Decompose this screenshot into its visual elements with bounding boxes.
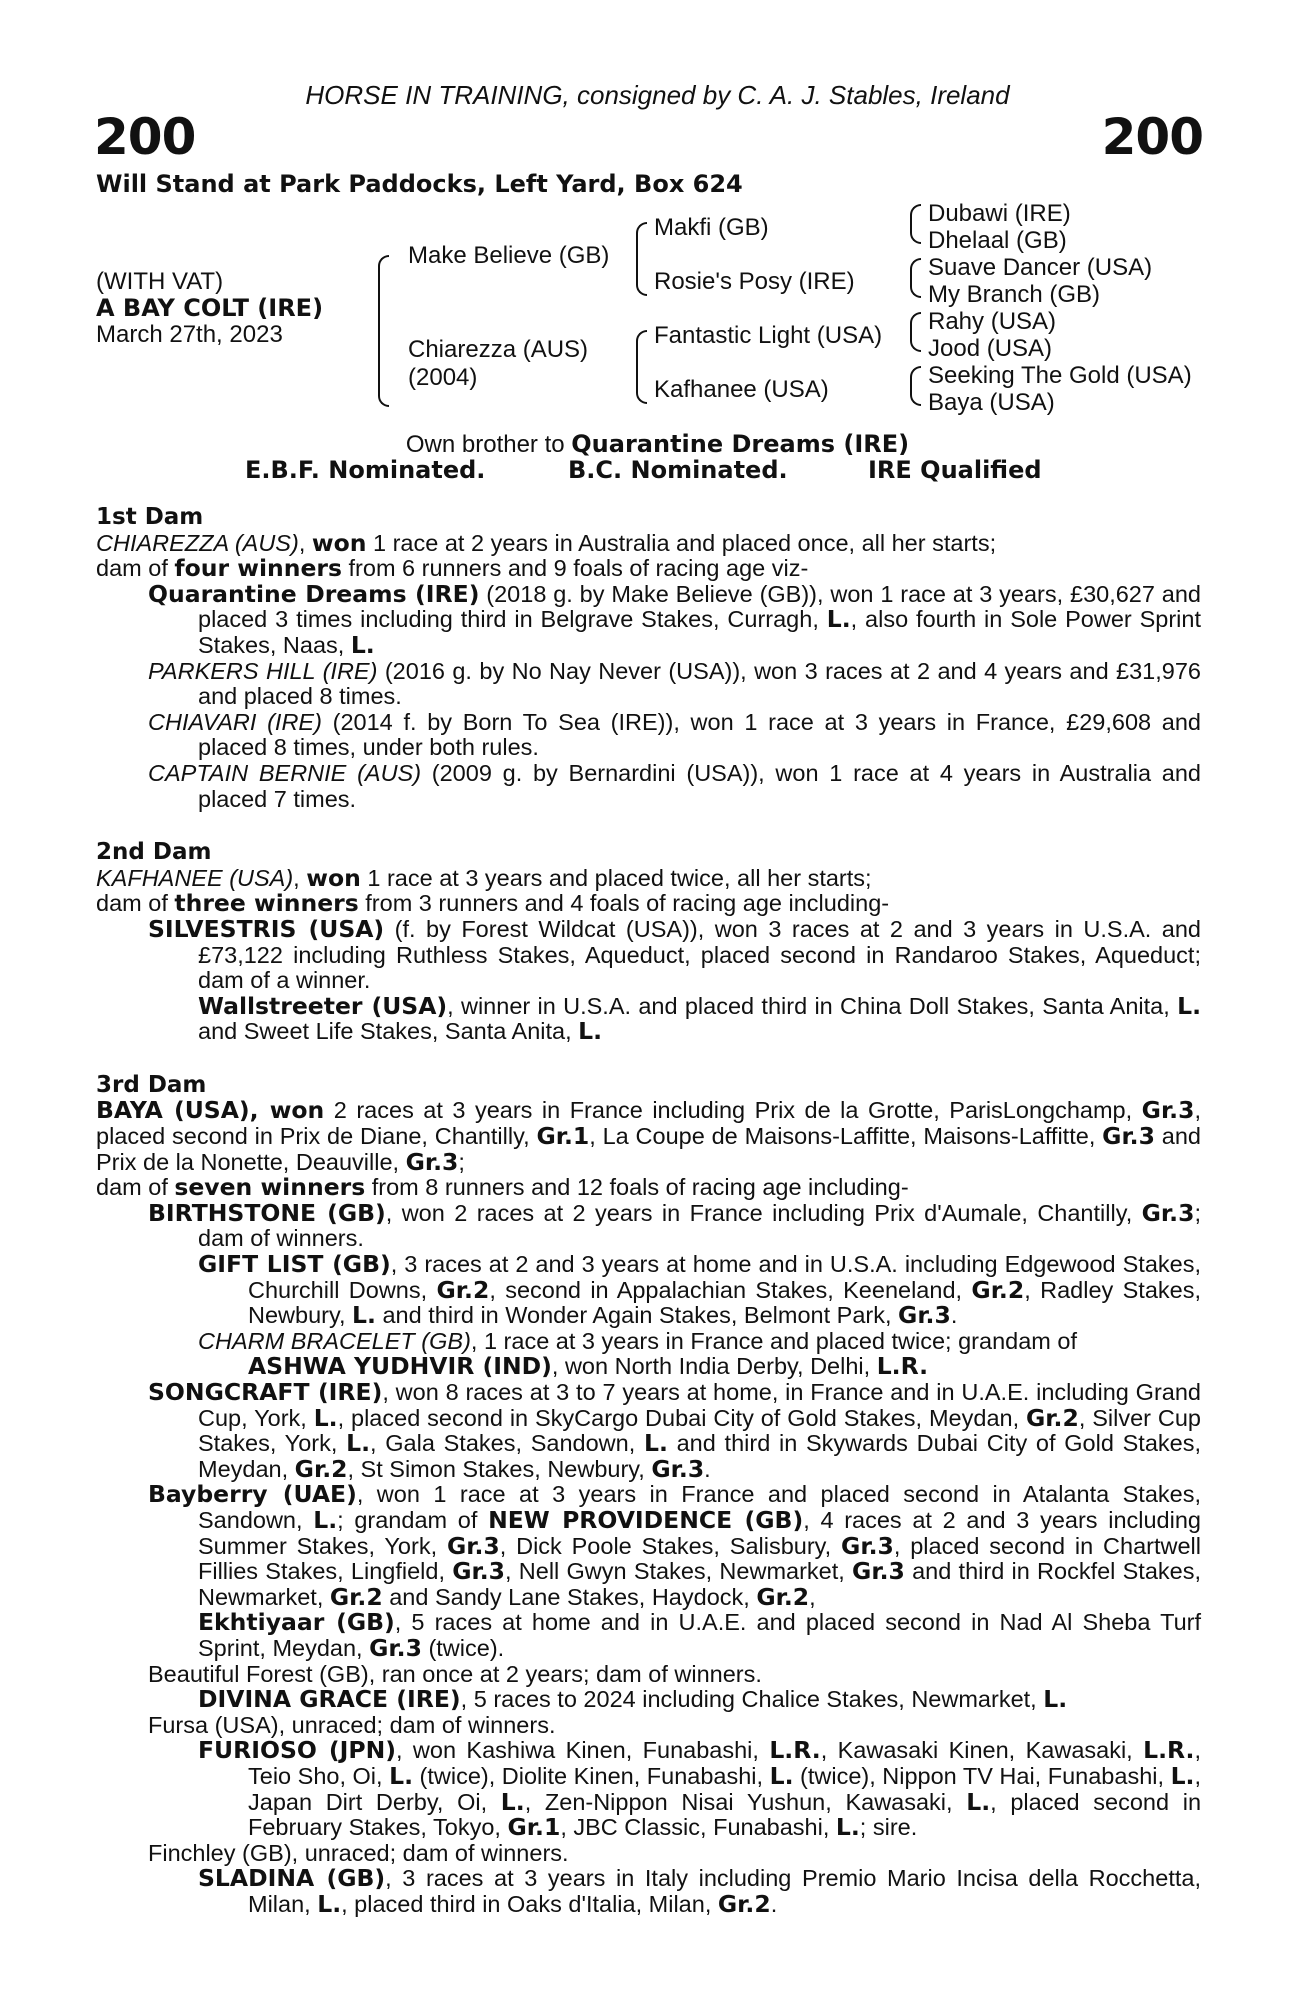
g-brace-2	[910, 258, 921, 298]
pedigree-dam-sire: Fantastic Light (USA)	[654, 322, 883, 349]
progeny-entry: Bayberry (UAE), won 1 race at 3 years in France and placed second in Atalanta Stakes, Sandown, L.; grandam of NEW PROVIDENCE (GB), 4 races at 2 and 3 years including Summer Stakes, York, Gr.3, Dick Poole Stakes, Salisbury, Gr.3, placed second in Chartwell Fillies Stakes, Lingfield, Gr.3, Nell Gwyn Stakes, Newmarket, Gr.3 and third in Rockfel Stakes, Newmarket, Gr.2 and Sandy Lane Stakes, Haydock, Gr.2,	[148, 1480, 1201, 1611]
third-dam-summary: BAYA (USA), won 2 races at 3 years in France including Prix de la Grotte, ParisLongchamp, Gr.3, placed second in Prix de Diane, Chantilly, Gr.1, La Coupe de Maisons-Laffitte, Maisons-Laffitte, Gr.3 and Prix de la Nonette, Deauville, Gr.3;	[96, 1096, 1201, 1176]
progeny-entry: Ekhtiyaar (GB), 5 races at home and in U.A.E. and placed second in Nad Al Sheba Turf Sprint, Meydan, Gr.3 (twice).	[198, 1608, 1201, 1662]
first-dam-heading: 1st Dam	[96, 504, 204, 530]
second-dam-produce: dam of three winners from 3 runners and 4 foals of racing age including-	[96, 889, 890, 918]
first-dam-produce: dam of four winners from 6 runners and 9 foals of racing age viz-	[96, 554, 809, 583]
g-brace-1	[910, 204, 921, 244]
sire-parents-brace	[636, 222, 647, 296]
pedigree-g1: Dubawi (IRE)	[928, 200, 1071, 227]
pedigree-dam: Chiarezza (AUS)	[408, 336, 589, 363]
bc-nomination: B.C. Nominated.	[568, 456, 788, 484]
horse-name: A BAY COLT (IRE)	[96, 294, 324, 322]
pedigree-g2: Dhelaal (GB)	[928, 227, 1067, 254]
own-brother-line: Own brother to Quarantine Dreams (IRE)	[405, 430, 910, 458]
third-dam-heading: 3rd Dam	[96, 1071, 207, 1098]
dam-parents-brace	[636, 330, 647, 404]
progeny-entry: Wallstreeter (USA), winner in U.S.A. and placed third in China Doll Stakes, Santa Anita, L. and Sweet Life Stakes, Santa Anita, L.	[198, 991, 1201, 1046]
progeny-entry: ASHWA YUDHVIR (IND), won North India Derby, Delhi, L.R.	[248, 1352, 929, 1381]
pedigree-dam-year: (2004)	[408, 364, 478, 391]
ire-qualified: IRE Qualified	[868, 456, 1042, 484]
second-dam-heading: 2nd Dam	[96, 839, 212, 866]
own-brother-name: Quarantine Dreams (IRE)	[571, 430, 910, 458]
progeny-entry: SONGCRAFT (IRE), won 8 races at 3 to 7 years at home, in France and in U.A.E. including Grand Cup, York, L., placed second in SkyCargo Dubai City of Gold Stakes, Meydan, Gr.2, Silver Cup Stakes, York, L., Gala Stakes, Sandown, L. and third in Skywards Dubai City of Gold Stakes, Meydan, Gr.2, St Simon Stakes, Newbury, Gr.3.	[148, 1378, 1201, 1483]
progeny-entry: CHIAVARI (IRE) (2014 f. by Born To Sea (IRE)), won 1 race at 3 years in France, £29,608 and placed 8 times, under both rules.	[148, 708, 1201, 761]
first-dam-summary: CHIAREZZA (AUS), won 1 race at 2 years in Australia and placed once, all her starts;	[96, 528, 997, 557]
pedigree-g5: Rahy (USA)	[928, 308, 1057, 335]
pedigree-sire: Make Believe (GB)	[408, 242, 610, 269]
consignor-line: HORSE IN TRAINING, consigned by C. A. J. Stables, Ireland	[305, 80, 1010, 110]
progeny-entry: BIRTHSTONE (GB), won 2 races at 2 years in France including Prix d'Aumale, Chantilly, Gr.3; dam of winners.	[148, 1198, 1201, 1252]
pedigree-sire-dam: Rosie's Posy (IRE)	[654, 268, 855, 295]
vat-note: (WITH VAT)	[96, 268, 224, 295]
progeny-entry: GIFT LIST (GB), 3 races at 2 and 3 years at home and in U.S.A. including Edgewood Stakes, Churchill Downs, Gr.2, second in Appalachian Stakes, Keeneland, Gr.2, Radley Stakes, Newbury, L. and third in Wonder Again Stakes, Belmont Park, Gr.3.	[198, 1250, 1201, 1330]
lot-number-right: 200	[1101, 108, 1203, 166]
pedigree-sire-sire: Makfi (GB)	[654, 214, 769, 241]
progeny-entry: PARKERS HILL (IRE) (2016 g. by No Nay Never (USA)), won 3 races at 2 and 4 years and £31,976 and placed 8 times.	[148, 657, 1201, 710]
ebf-nomination: E.B.F. Nominated.	[245, 456, 486, 484]
g-brace-4	[910, 366, 921, 406]
third-dam-produce: dam of seven winners from 8 runners and 12 foals of racing age including-	[96, 1173, 909, 1202]
progeny-entry: CHARM BRACELET (GB), 1 race at 3 years in France and placed twice; grandam of	[198, 1327, 1077, 1354]
pedigree-g8: Baya (USA)	[928, 389, 1055, 416]
stable-location: Will Stand at Park Paddocks, Left Yard, Box 624	[96, 170, 743, 198]
sire-dam-brace	[378, 255, 389, 407]
foaling-date: March 27th, 2023	[96, 321, 283, 348]
second-dam-summary: KAFHANEE (USA), won 1 race at 3 years and placed twice, all her starts;	[96, 863, 872, 892]
lot-number-left: 200	[94, 108, 196, 166]
progeny-entry: SILVESTRIS (USA) (f. by Forest Wildcat (USA)), won 3 races at 2 and 3 years in U.S.A. and £73,122 including Ruthless Stakes, Aqueduct, placed second in Randaroo Stakes, Aqueduct; dam of a winner.	[148, 914, 1201, 994]
progeny-entry: Fursa (USA), unraced; dam of winners.	[148, 1711, 556, 1738]
progeny-entry: FURIOSO (JPN), won Kashiwa Kinen, Funabashi, L.R., Kawasaki Kinen, Kawasaki, L.R., Teio Sho, Oi, L. (twice), Diolite Kinen, Funabashi, L. (twice), Nippon TV Hai, Funabashi, L., Japan Dirt Derby, Oi, L., Zen-Nippon Nisai Yushun, Kawasaki, L., placed second in February Stakes, Tokyo, Gr.1, JBC Classic, Funabashi, L.; sire.	[198, 1736, 1202, 1842]
pedigree-dam-dam: Kafhanee (USA)	[654, 376, 829, 403]
pedigree-g3: Suave Dancer (USA)	[928, 254, 1153, 281]
pedigree-g7: Seeking The Gold (USA)	[928, 362, 1192, 389]
catalogue-body	[96, 505, 1201, 1917]
pedigree-g4: My Branch (GB)	[928, 281, 1101, 308]
progeny-entry: Finchley (GB), unraced; dam of winners.	[148, 1839, 569, 1866]
g-brace-3	[910, 312, 921, 352]
progeny-entry: CAPTAIN BERNIE (AUS) (2009 g. by Bernardini (USA)), won 1 race at 4 years in Australia and placed 7 times.	[148, 759, 1201, 812]
progeny-entry: Quarantine Dreams (IRE) (2018 g. by Make Believe (GB)), won 1 race at 3 years, £30,627 and placed 3 times including third in Belgrave Stakes, Curragh, L., also fourth in Sole Power Sprint Stakes, Naas, L.	[148, 579, 1201, 659]
progeny-entry: DIVINA GRACE (IRE), 5 races to 2024 including Chalice Stakes, Newmarket, L.	[198, 1685, 1068, 1714]
progeny-entry: Beautiful Forest (GB), ran once at 2 years; dam of winners.	[148, 1660, 762, 1687]
progeny-entry: SLADINA (GB), 3 races at 3 years in Italy including Premio Mario Incisa della Rocchetta, Milan, L., placed third in Oaks d'Italia, Milan, Gr.2.	[198, 1864, 1201, 1918]
pedigree-g6: Jood (USA)	[928, 335, 1053, 362]
